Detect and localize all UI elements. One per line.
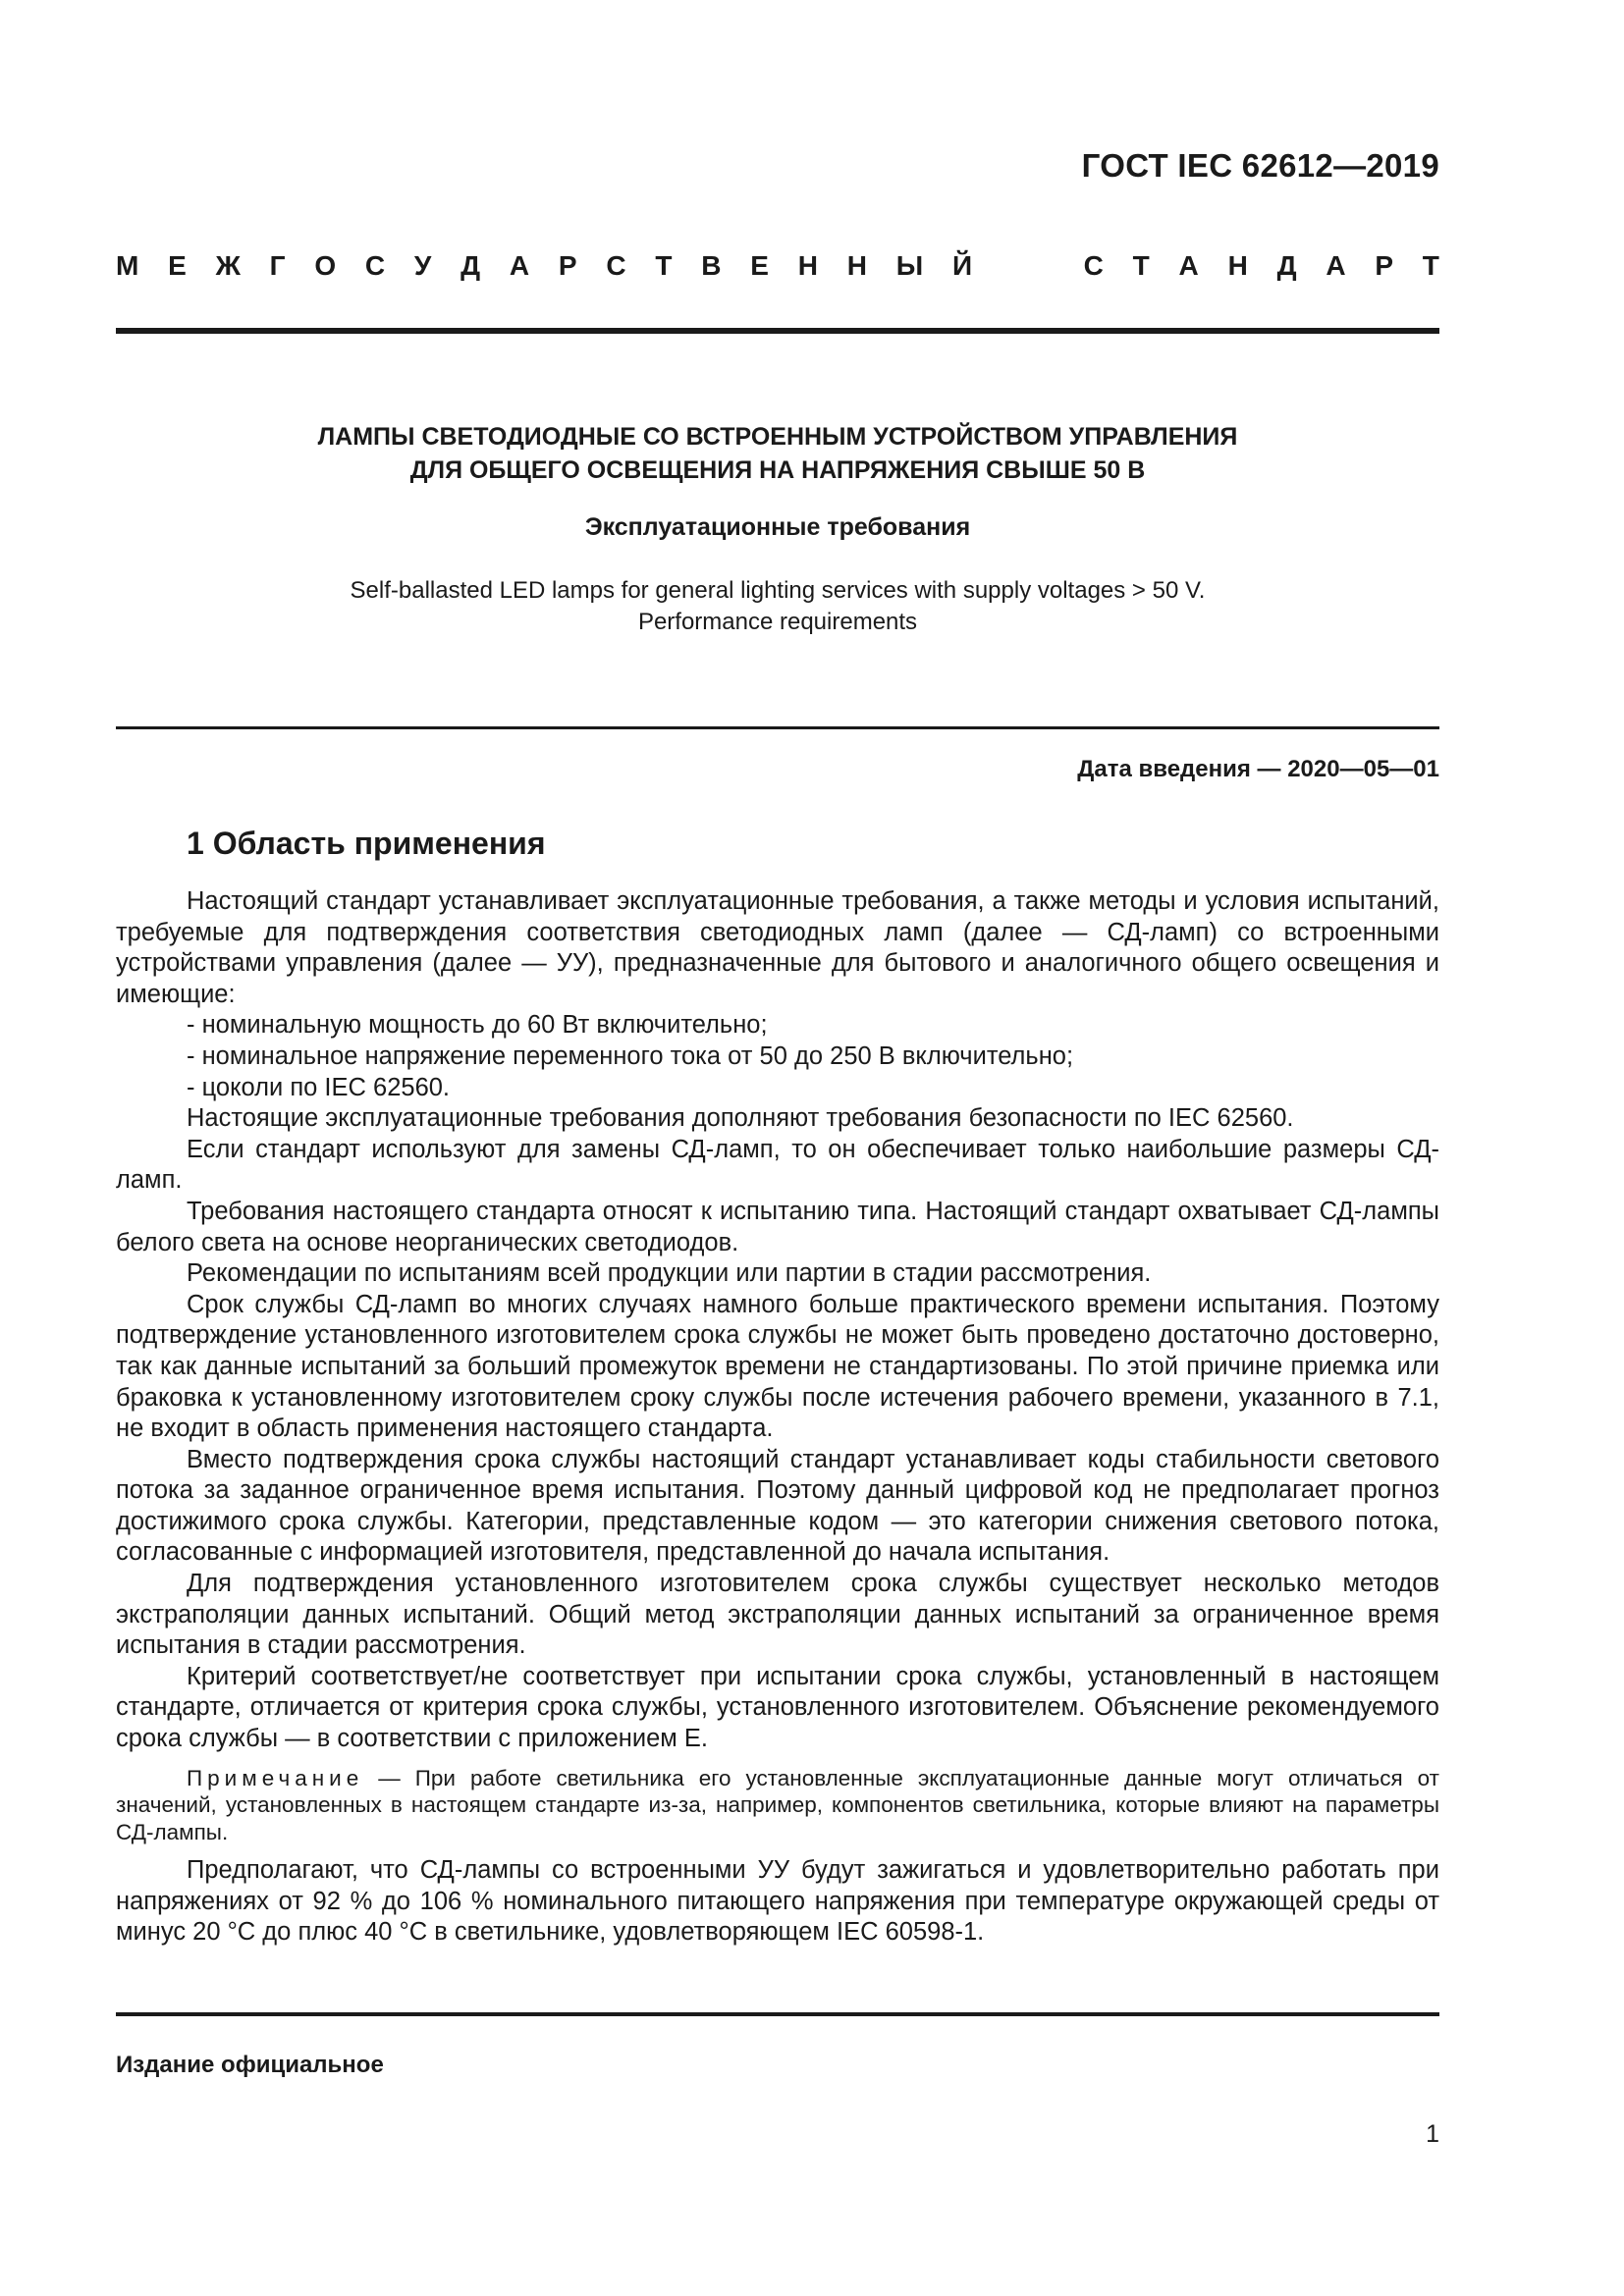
heading-letter: Р bbox=[1375, 250, 1394, 281]
heading-letter: Д bbox=[1276, 250, 1297, 281]
heading-letter: Г bbox=[269, 250, 286, 281]
title-block bbox=[116, 420, 1439, 638]
heading-letter: Т bbox=[1422, 250, 1439, 281]
heading-letter: С bbox=[606, 250, 626, 281]
list-item: - цоколи по IEC 62560. bbox=[187, 1073, 451, 1101]
paragraph: Предполагают, что СД-лампы со встроенными УУ будут зажигаться и удовлетворительно работать при напряжениях от 92 % до 106 % номинального питающего напряжения при температуре окружающей среды от минус 20 °С до плюс 40 °С в светильнике, удовлетворяющем IEC 60598-1. bbox=[116, 1856, 1439, 1947]
paragraph: Требования настоящего стандарта относят к испытанию типа. Настоящий стандарт охватывает СД-лампы белого света на основе неорганических светодиодов. bbox=[116, 1197, 1439, 1256]
paragraph: Для подтверждения установленного изготовителем срока службы существует несколько методов экстраполяции данных испытаний. Общий метод экстраполяции данных испытаний за ограниченное время испытания в стадии рассмотрения. bbox=[116, 1570, 1439, 1660]
note bbox=[116, 1765, 1439, 1846]
heading-letter: А bbox=[1178, 250, 1199, 281]
official-edition-label: Издание официальное bbox=[116, 2052, 384, 2078]
heading-letter: Т bbox=[655, 250, 673, 281]
heading-letter: Д bbox=[460, 250, 481, 281]
section-body bbox=[116, 886, 1439, 1949]
list-item: - номинальную мощность до 60 Вт включительно; bbox=[187, 1011, 768, 1040]
english-title-line-1: Self-ballasted LED lamps for general lighting services with supply voltages > 50 V. bbox=[350, 577, 1206, 604]
heading-letter: Ж bbox=[215, 250, 241, 281]
section-heading: 1 Область применения bbox=[187, 826, 546, 861]
heading-letter: А bbox=[509, 250, 530, 281]
heading-letter: С bbox=[364, 250, 386, 281]
heading-letter: Ы bbox=[895, 250, 924, 281]
note-text: — При работе светильника его установленные эксплуатационные данные могут отличаться от значений, установленных в настоящем стандарте из-за, например, компонентов светильника, которые влияют на параметры СД-лампы. bbox=[116, 1765, 1439, 1844]
word-gap bbox=[1001, 250, 1055, 282]
heading-letter: В bbox=[701, 250, 722, 281]
introduction-date: Дата введения — 2020—05—01 bbox=[1077, 756, 1439, 782]
paragraph: Настоящие эксплуатационные требования дополняют требования безопасности по IEC 62560. bbox=[187, 1104, 1294, 1133]
heading-letter: Н bbox=[1227, 250, 1248, 281]
english-title bbox=[116, 575, 1439, 638]
title-line-1: ЛАМПЫ СВЕТОДИОДНЫЕ СО ВСТРОЕННЫМ УСТРОЙСТВОМ УПРАВЛЕНИЯ bbox=[317, 423, 1238, 451]
page-number: 1 bbox=[1426, 2120, 1439, 2148]
heading-letter: Н bbox=[797, 250, 818, 281]
paragraph: Срок службы СД-ламп во многих случаях намного больше практического времени испытания. Поэтому подтверждение установленного изготовителем срока службы не может быть проведено достаточно достоверно, так как данные испытаний за больший промежуток времени не стандартизованы. По этой причине приемка или браковка к установленному изготовителем сроку службы после истечения рабочего времени, указанного в 7.1, не входит в область применения настоящего стандарта. bbox=[116, 1290, 1439, 1443]
paragraph: Критерий соответствует/не соответствует при испытании срока службы, установленный в настоящем стандарте, отличается от критерия срока службы, установленного изготовителем. Объяснение рекомендуемого срока службы — в соответствии с приложением Е. bbox=[116, 1662, 1439, 1753]
title-divider bbox=[116, 726, 1439, 729]
interstate-standard-heading bbox=[116, 250, 1439, 282]
document-number: ГОСТ IEC 62612—2019 bbox=[1081, 147, 1439, 184]
heading-letter: А bbox=[1326, 250, 1346, 281]
heading-letter: О bbox=[314, 250, 337, 281]
heading-letter: С bbox=[1083, 250, 1104, 281]
heading-letter: Н bbox=[846, 250, 867, 281]
paragraph: Рекомендации по испытаниям всей продукции или партии в стадии рассмотрения. bbox=[187, 1259, 1152, 1288]
english-title-line-2: Performance requirements bbox=[637, 609, 918, 635]
footer-divider bbox=[116, 2012, 1439, 2016]
heading-letter: Р bbox=[558, 250, 577, 281]
paragraph: Если стандарт используют для замены СД-ламп, то он обеспечивает только наибольшие размеры СД-ламп. bbox=[116, 1135, 1439, 1195]
heading-letter: Е bbox=[750, 250, 769, 281]
header-divider bbox=[116, 328, 1439, 334]
title-line-2: ДЛЯ ОБЩЕГО ОСВЕЩЕНИЯ НА НАПРЯЖЕНИЯ СВЫШЕ 50 В bbox=[409, 456, 1146, 484]
document-title bbox=[116, 420, 1439, 487]
paragraph: Настоящий стандарт устанавливает эксплуатационные требования, а также методы и условия испытаний, требуемые для подтверждения соответствия светодиодных ламп (далее — СД-ламп) со встроенными устройствами управления (далее — УУ), предназначенные для бытового и аналогичного общего освещения и имеющие: bbox=[116, 887, 1439, 1008]
document-subtitle: Эксплуатационные требования bbox=[584, 513, 971, 541]
heading-letter: У bbox=[413, 250, 432, 281]
paragraph: Вместо подтверждения срока службы настоящий стандарт устанавливает коды стабильности светового потока за заданное ограниченное время испытания. Поэтому данный цифровой код не предполагает прогноз достижимого срока службы. Категории, представленные кодом — это категории снижения светового потока, согласованные с информацией изготовителя, представленной до начала испытания. bbox=[116, 1445, 1439, 1567]
list-item: - номинальное напряжение переменного тока от 50 до 250 В включительно; bbox=[187, 1041, 1074, 1070]
heading-letter: М bbox=[116, 250, 139, 281]
heading-letter: Т bbox=[1132, 250, 1150, 281]
note-label: Примечание bbox=[187, 1765, 364, 1790]
heading-letter: Е bbox=[168, 250, 187, 281]
heading-letter: Й bbox=[951, 250, 973, 281]
